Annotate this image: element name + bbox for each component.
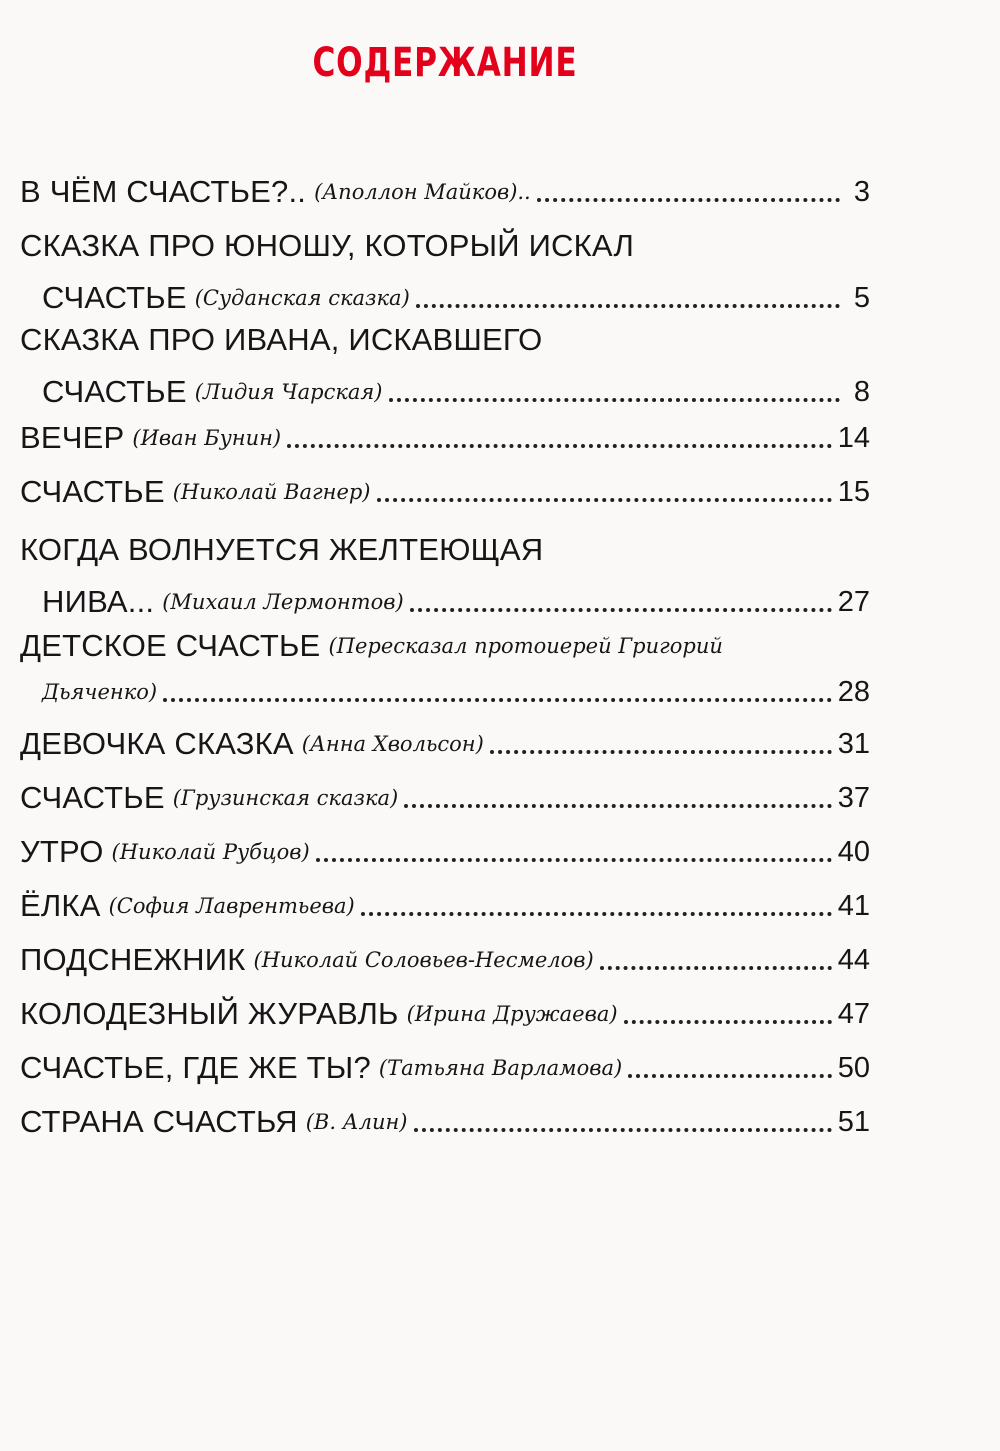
entry-author: (Лидия Чарская) [194, 380, 383, 404]
page-title: СОДЕРЖАНИЕ [312, 40, 578, 86]
entry-page: 44 [837, 944, 870, 976]
dot-leader [389, 398, 840, 402]
toc-entry[interactable] [20, 614, 870, 712]
entry-page: 28 [837, 676, 870, 708]
toc-entry[interactable] [20, 874, 870, 926]
entry-page: 8 [853, 376, 870, 408]
entry-page: 37 [837, 782, 870, 814]
toc-entry[interactable] [20, 460, 870, 512]
dot-leader [287, 444, 832, 448]
entry-title: КОЛОДЕЗНЫЙ ЖУРАВЛЬ [20, 996, 399, 1031]
entry-author: (Михаил Лермонтов) [162, 590, 404, 614]
entry-author: (Николай Рубцов) [111, 840, 310, 864]
toc-entry[interactable] [20, 160, 870, 212]
entry-title: ДЕТСКОЕ СЧАСТЬЕ [20, 628, 321, 663]
toc-entry[interactable] [20, 982, 870, 1034]
dot-leader [414, 1128, 832, 1132]
entry-author: (Суданская сказка) [194, 286, 410, 310]
entry-title: УТРО [20, 834, 104, 869]
entry-title-cont: СЧАСТЬЕ [42, 374, 187, 409]
toc-entry[interactable] [20, 1090, 870, 1142]
toc-entry[interactable] [20, 928, 870, 980]
entry-title-cont: СЧАСТЬЕ [42, 280, 187, 315]
dot-leader [410, 608, 832, 612]
entry-author: (Пересказал протоиерей Григорий [328, 634, 723, 658]
entry-title: КОГДА ВОЛНУЕТСЯ ЖЕЛТЕЮЩАЯ [20, 532, 544, 567]
entry-title: СЧАСТЬЕ, ГДЕ ЖЕ ТЫ? [20, 1050, 371, 1085]
entry-page: 15 [837, 476, 870, 508]
entry-title: СКАЗКА ПРО ЮНОШУ, КОТОРЫЙ ИСКАЛ [20, 228, 634, 263]
toc-entry[interactable] [20, 712, 870, 764]
entry-author: (Татьяна Варламова) [378, 1056, 623, 1080]
toc-entry[interactable] [20, 820, 870, 872]
dot-leader [600, 966, 832, 970]
dot-leader [537, 198, 840, 202]
toc-entry[interactable] [20, 518, 870, 622]
entry-page: 5 [853, 282, 870, 314]
entry-author: (В. Алин) [305, 1110, 408, 1134]
entry-title: СТРАНА СЧАСТЬЯ [20, 1104, 298, 1139]
entry-page: 47 [837, 998, 870, 1030]
entry-title: ПОДСНЕЖНИК [20, 942, 246, 977]
toc-entry[interactable] [20, 308, 870, 412]
entry-page: 14 [837, 422, 870, 454]
dot-leader [316, 858, 832, 862]
dot-leader [628, 1074, 832, 1078]
entry-author: (Анна Хвольсон) [301, 732, 484, 756]
entry-title: В ЧЁМ СЧАСТЬЕ?.. [20, 174, 307, 209]
dot-leader [361, 912, 832, 916]
toc-entry[interactable] [20, 406, 870, 458]
entry-page: 3 [853, 176, 870, 208]
dot-leader [490, 750, 832, 754]
toc-entry[interactable] [20, 214, 870, 318]
entry-page: 51 [837, 1106, 870, 1138]
entry-page: 27 [837, 586, 870, 618]
entry-title: ЁЛКА [20, 888, 101, 923]
entry-title: СКАЗКА ПРО ИВАНА, ИСКАВШЕГО [20, 322, 543, 357]
entry-title: ДЕВОЧКА СКАЗКА [20, 726, 294, 761]
entry-page: 41 [837, 890, 870, 922]
entry-author: (Николай Вагнер) [172, 480, 371, 504]
entry-author: (Грузинская сказка) [172, 786, 399, 810]
entry-title-cont: НИВА... [42, 584, 155, 619]
entry-page: 50 [837, 1052, 870, 1084]
dot-leader [377, 498, 832, 502]
entry-author: (София Лаврентьева) [108, 894, 355, 918]
toc-entry[interactable] [20, 1036, 870, 1088]
toc-entry[interactable] [20, 766, 870, 818]
entry-author: (Ирина Дружаева) [406, 1002, 618, 1026]
entry-author: (Николай Соловьев-Несмелов) [253, 948, 594, 972]
entry-title: СЧАСТЬЕ [20, 780, 165, 815]
dot-leader [404, 804, 832, 808]
entry-title: ВЕЧЕР [20, 420, 125, 455]
entry-author: (Аполлон Майков).. [314, 180, 531, 204]
entry-page: 40 [837, 836, 870, 868]
dot-leader [624, 1020, 832, 1024]
entry-title: СЧАСТЬЕ [20, 474, 165, 509]
entry-author: (Иван Бунин) [132, 426, 282, 450]
entry-author-cont: Дьяченко) [42, 680, 158, 704]
dot-leader [163, 698, 832, 702]
entry-page: 31 [837, 728, 870, 760]
